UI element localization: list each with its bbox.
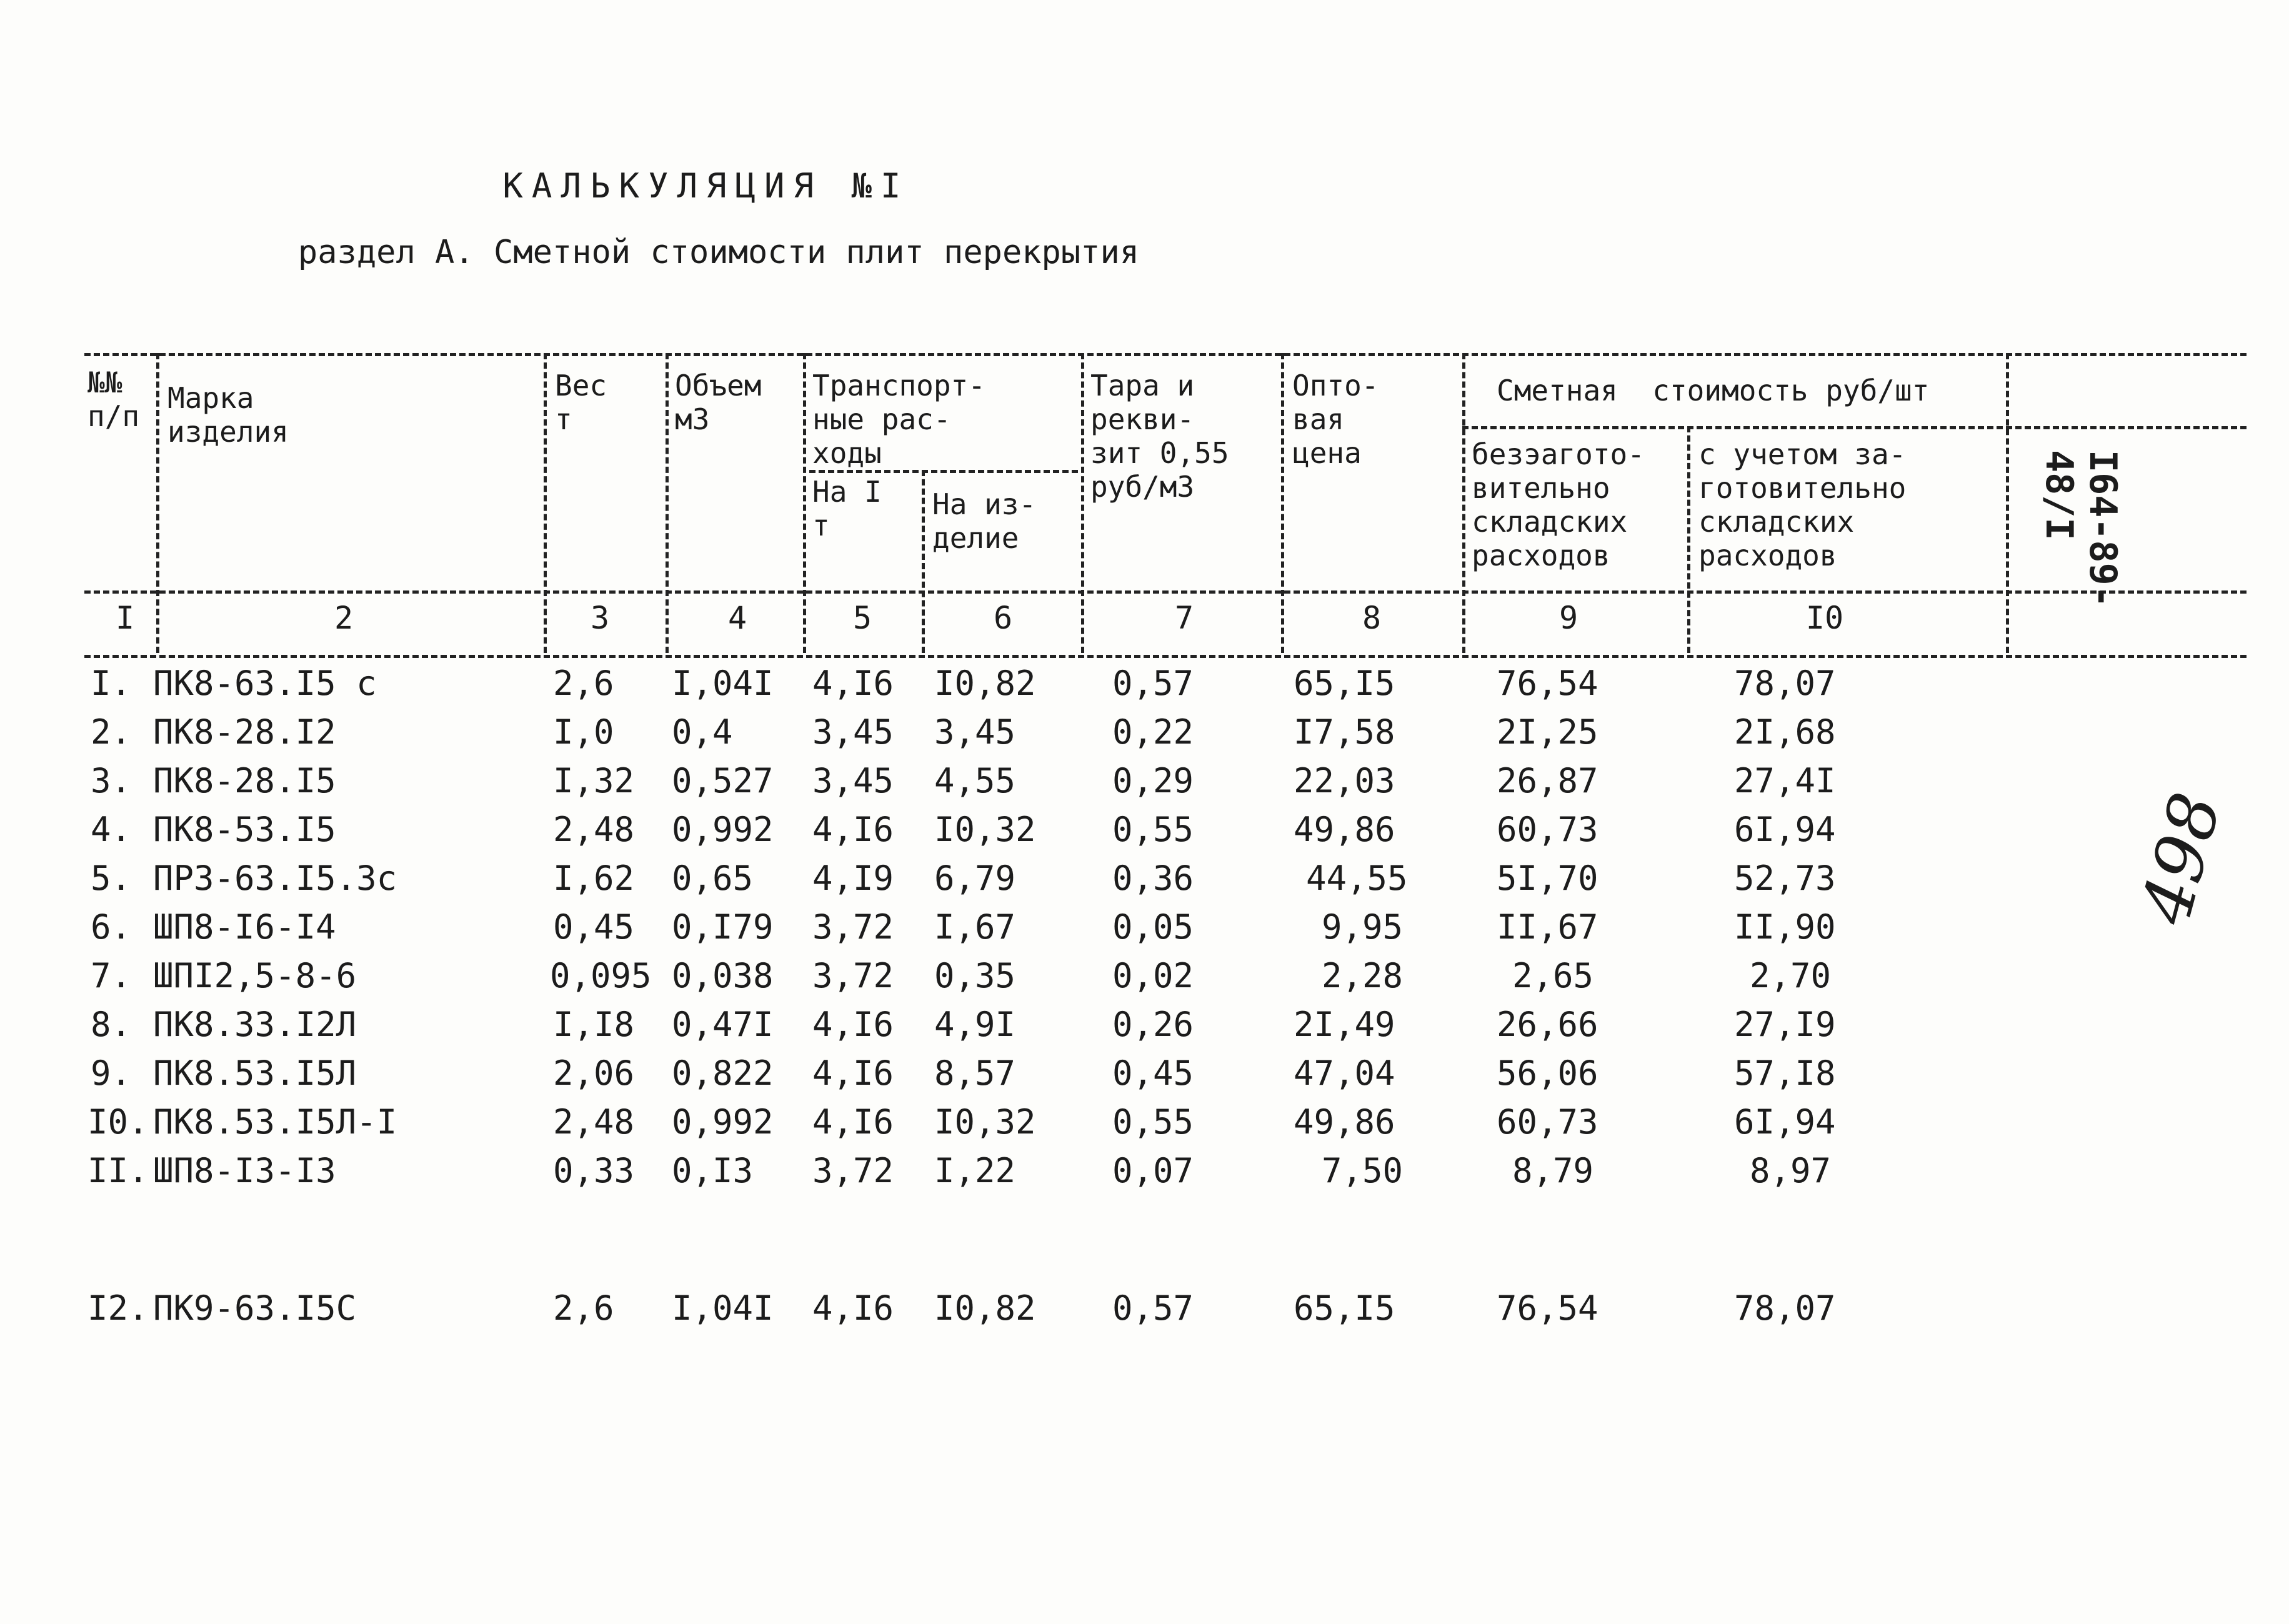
row-tara: 0,55 (1112, 1102, 1194, 1142)
row-number: 2. (91, 712, 132, 752)
row-without-costs: II,67 (1497, 907, 1598, 947)
row-per-item: 4,9I (934, 1005, 1016, 1044)
row-number: 3. (91, 761, 132, 800)
row-per-item: I0,32 (934, 810, 1036, 849)
row-weight: 2,48 (553, 810, 635, 849)
handwritten-page-number: 498 (2125, 785, 2237, 932)
header-per-ton: На I т (812, 475, 882, 542)
row-wholesale: I7,58 (1294, 712, 1395, 752)
row-mark: ШПI2,5-8-6 (153, 956, 357, 995)
row-volume: I,04I (672, 1288, 774, 1328)
row-per-item: I,22 (934, 1151, 1016, 1190)
row-tara: 0,02 (1112, 956, 1194, 995)
row-with-costs: 2I,68 (1734, 712, 1836, 752)
row-with-costs: 6I,94 (1734, 1102, 1836, 1142)
row-weight: 0,33 (553, 1151, 635, 1190)
row-mark: ПК8.53.I5Л-I (153, 1102, 397, 1142)
row-weight: 2,6 (553, 664, 614, 703)
row-tara: 0,57 (1112, 664, 1194, 703)
row-without-costs: 76,54 (1497, 1288, 1598, 1328)
row-mark: ПК8-28.I5 (153, 761, 336, 800)
row-without-costs: 26,66 (1497, 1005, 1598, 1044)
row-tara: 0,36 (1112, 859, 1194, 898)
row-without-costs: 5I,70 (1497, 859, 1598, 898)
col-number-4: 4 (727, 600, 747, 636)
row-per-item: 6,79 (934, 859, 1016, 898)
row-number: II. (87, 1151, 149, 1190)
row-mark: ПК8.53.I5Л (153, 1054, 357, 1093)
row-wholesale: 2,28 (1322, 956, 1404, 995)
row-weight: 0,095 (550, 956, 652, 995)
row-volume: 0,822 (672, 1054, 774, 1093)
row-tara: 0,55 (1112, 810, 1194, 849)
row-mark: ПР3-63.I5.3с (153, 859, 397, 898)
row-with-costs: 57,I8 (1734, 1054, 1836, 1093)
header-weight: Вес т (555, 369, 607, 436)
col-number-3: 3 (590, 600, 610, 636)
row-number: 7. (91, 956, 132, 995)
row-mark: ПК8.33.I2Л (153, 1005, 357, 1044)
row-volume: I,04I (672, 664, 774, 703)
col-number-9: 9 (1558, 600, 1578, 636)
row-tara: 0,07 (1112, 1151, 1194, 1190)
row-per-ton: 4,I9 (812, 859, 894, 898)
row-wholesale: 22,03 (1294, 761, 1395, 800)
row-without-costs: 2,65 (1512, 956, 1594, 995)
row-per-item: I0,82 (934, 664, 1036, 703)
header-estimate: Сметная стоимость руб/шт (1497, 374, 1930, 407)
header-wholesale: Опто- вая цена (1292, 369, 1379, 470)
row-per-ton: 3,45 (812, 761, 894, 800)
row-with-costs: 52,73 (1734, 859, 1836, 898)
row-per-item: I,67 (934, 907, 1016, 947)
row-wholesale: 2I,49 (1294, 1005, 1395, 1044)
header-per-item: На из- делие (932, 487, 1037, 555)
row-tara: 0,26 (1112, 1005, 1194, 1044)
row-volume: 0,992 (672, 810, 774, 849)
row-per-ton: 3,72 (812, 1151, 894, 1190)
row-without-costs: 56,06 (1497, 1054, 1598, 1093)
row-per-ton: 3,72 (812, 907, 894, 947)
row-per-ton: 3,72 (812, 956, 894, 995)
row-number: I0. (87, 1102, 149, 1142)
row-weight: 2,48 (553, 1102, 635, 1142)
row-per-ton: 4,I6 (812, 1288, 894, 1328)
row-per-item: 0,35 (934, 956, 1016, 995)
row-wholesale: 9,95 (1322, 907, 1404, 947)
row-per-ton: 4,I6 (812, 810, 894, 849)
row-number: 5. (91, 859, 132, 898)
row-with-costs: II,90 (1734, 907, 1836, 947)
row-without-costs: 2I,25 (1497, 712, 1598, 752)
header-without-costs: безэагото- вительно складских расходов (1472, 437, 1645, 572)
document-subtitle: раздел А. Сметной стоимости плит перекрытия (297, 234, 1140, 271)
document-code-stamp: I64-89-48/I (2037, 450, 2125, 608)
row-wholesale: 7,50 (1322, 1151, 1404, 1190)
col-number-6: 6 (993, 600, 1013, 636)
row-wholesale: 44,55 (1306, 859, 1408, 898)
row-per-item: I0,82 (934, 1288, 1036, 1328)
header-mark: Марка изделия (167, 381, 289, 449)
row-number: 8. (91, 1005, 132, 1044)
header-transport: Транспорт- ные рас- ходы (812, 369, 985, 470)
row-per-ton: 4,I6 (812, 1005, 894, 1044)
row-number: I. (91, 664, 132, 703)
row-with-costs: 78,07 (1734, 664, 1836, 703)
row-weight: 2,06 (553, 1054, 635, 1093)
row-per-ton: 3,45 (812, 712, 894, 752)
row-volume: 0,038 (672, 956, 774, 995)
row-per-item: 4,55 (934, 761, 1016, 800)
row-number: 6. (91, 907, 132, 947)
row-number: I2. (87, 1288, 149, 1328)
document-title: КАЛЬКУЛЯЦИЯ №I (502, 166, 910, 206)
row-weight: I,32 (553, 761, 635, 800)
row-without-costs: 26,87 (1497, 761, 1598, 800)
header-tara: Тара и рекви- зит 0,55 руб/м3 (1090, 369, 1229, 504)
row-wholesale: 65,I5 (1294, 664, 1395, 703)
col-number-2: 2 (334, 600, 354, 636)
header-volume: Объем м3 (675, 369, 762, 436)
row-tara: 0,29 (1112, 761, 1194, 800)
row-tara: 0,57 (1112, 1288, 1194, 1328)
row-volume: 0,4 (672, 712, 733, 752)
row-weight: I,62 (553, 859, 635, 898)
header-with-costs: с учетом за- готовительно складских расходов (1698, 437, 1907, 572)
row-with-costs: 6I,94 (1734, 810, 1836, 849)
col-number-5: 5 (852, 600, 872, 636)
row-with-costs: 8,97 (1750, 1151, 1832, 1190)
row-mark: ПК9-63.I5С (153, 1288, 357, 1328)
row-per-ton: 4,I6 (812, 1054, 894, 1093)
row-tara: 0,22 (1112, 712, 1194, 752)
row-without-costs: 60,73 (1497, 810, 1598, 849)
row-weight: 0,45 (553, 907, 635, 947)
row-per-ton: 4,I6 (812, 1102, 894, 1142)
row-without-costs: 8,79 (1512, 1151, 1594, 1190)
row-weight: I,I8 (553, 1005, 635, 1044)
row-weight: 2,6 (553, 1288, 614, 1328)
row-mark: ПК8-63.I5 с (153, 664, 377, 703)
row-volume: 0,47I (672, 1005, 774, 1044)
row-number: 4. (91, 810, 132, 849)
col-number-7: 7 (1174, 600, 1194, 636)
row-without-costs: 76,54 (1497, 664, 1598, 703)
row-wholesale: 49,86 (1294, 810, 1395, 849)
row-with-costs: 78,07 (1734, 1288, 1836, 1328)
row-with-costs: 27,I9 (1734, 1005, 1836, 1044)
row-wholesale: 47,04 (1294, 1054, 1395, 1093)
row-volume: 0,I3 (672, 1151, 754, 1190)
col-number-8: 8 (1362, 600, 1382, 636)
col-number-10: I0 (1805, 600, 1844, 636)
row-volume: 0,992 (672, 1102, 774, 1142)
row-per-item: 8,57 (934, 1054, 1016, 1093)
row-mark: ПК8-53.I5 (153, 810, 336, 849)
row-mark: ШП8-I6-I4 (153, 907, 336, 947)
row-per-ton: 4,I6 (812, 664, 894, 703)
row-volume: 0,65 (672, 859, 754, 898)
row-per-item: 3,45 (934, 712, 1016, 752)
row-volume: 0,527 (672, 761, 774, 800)
row-with-costs: 27,4I (1734, 761, 1836, 800)
row-mark: ПК8-28.I2 (153, 712, 336, 752)
row-mark: ШП8-I3-I3 (153, 1151, 336, 1190)
row-per-item: I0,32 (934, 1102, 1036, 1142)
col-number-1: I (115, 600, 135, 636)
row-wholesale: 65,I5 (1294, 1288, 1395, 1328)
row-without-costs: 60,73 (1497, 1102, 1598, 1142)
row-volume: 0,I79 (672, 907, 774, 947)
row-tara: 0,45 (1112, 1054, 1194, 1093)
row-wholesale: 49,86 (1294, 1102, 1395, 1142)
row-tara: 0,05 (1112, 907, 1194, 947)
row-number: 9. (91, 1054, 132, 1093)
row-with-costs: 2,70 (1750, 956, 1832, 995)
header-number: №№ п/п (87, 366, 140, 433)
row-weight: I,0 (553, 712, 614, 752)
